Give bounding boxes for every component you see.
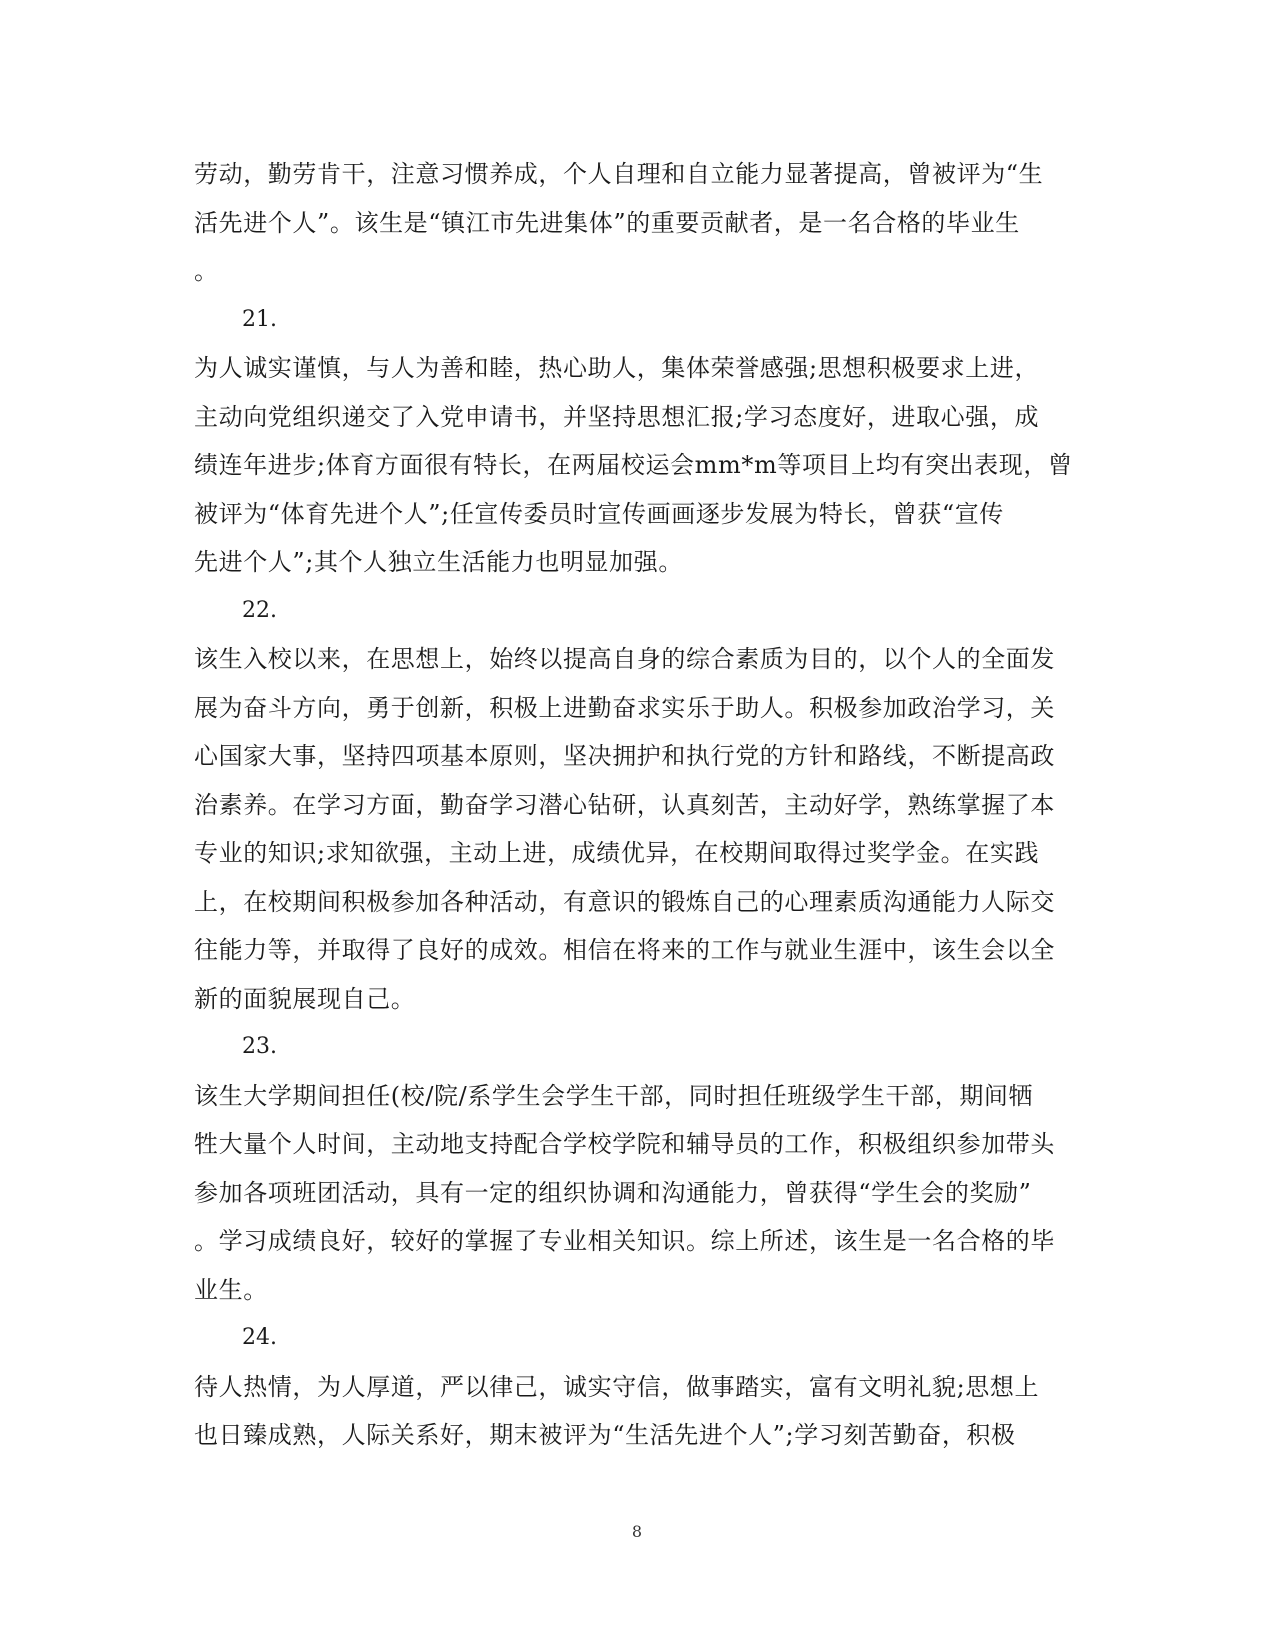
- paragraph-line: 牲大量个人时间，主动地支持配合学校学院和辅导员的工作，积极组织参加带头: [194, 1130, 1055, 1158]
- item-number: 21.: [242, 306, 277, 332]
- paragraph-line: 该生大学期间担任(校/院/系学生会学生干部，同时担任班级学生干部，期间牺: [194, 1081, 1034, 1110]
- paragraph: [194, 1072, 1078, 1315]
- item-number: 24.: [242, 1325, 277, 1350]
- item-number: 23.: [242, 1034, 277, 1059]
- paragraph-line: 为人诚实谨慎，与人为善和睦，热心助人，集体荣誉感强;思想积极要求上进，: [194, 354, 1040, 382]
- paragraph-line: 参加各项班团活动，具有一定的组织协调和沟通能力，曾获得“学生会的奖励”: [194, 1178, 1032, 1207]
- page-number: 8: [631, 1522, 643, 1541]
- paragraph-line: 心国家大事，坚持四项基本原则，坚决拥护和执行党的方针和路线，不断提高政: [194, 742, 1055, 770]
- paragraph-line: 先进个人”;其个人独立生活能力也明显加强。: [194, 548, 683, 576]
- paragraph-line: 劳动，勤劳肯干，注意习惯养成，个人自理和自立能力显著提高，曾被评为“生: [194, 160, 1044, 188]
- paragraph-line: 。学习成绩良好，较好的掌握了专业相关知识。综上所述，该生是一名合格的毕: [194, 1227, 1055, 1255]
- paragraph-line: 专业的知识;求知欲强，主动上进，成绩优异，在校期间取得过奖学金。在实践: [194, 839, 1040, 867]
- paragraph-line: 也日臻成熟，人际关系好，期末被评为“生活先进个人”;学习刻苦勤奋，积极: [194, 1421, 1016, 1449]
- paragraph-line: 主动向党组织递交了入党申请书，并坚持思想汇报;学习态度好，进取心强，成: [194, 402, 1040, 431]
- paragraph-line: 新的面貌展现自己。: [194, 984, 416, 1013]
- document-body: [194, 150, 1078, 1460]
- paragraph-line: 业生。: [194, 1275, 268, 1304]
- paragraph: [194, 344, 1078, 587]
- paragraph-line: 。: [194, 257, 219, 285]
- paragraph-line: 该生入校以来，在思想上，始终以提高自身的综合素质为目的，以个人的全面发: [194, 645, 1055, 673]
- paragraph-line: 绩连年进步;体育方面很有特长，在两届校运会mm*m等项目上均有突出表现，曾: [194, 451, 1073, 479]
- paragraph-line: 活先进个人”。该生是“镇江市先进集体”的重要贡献者，是一名合格的毕业生: [194, 208, 1020, 237]
- paragraph: [194, 635, 1078, 1023]
- paragraph-line: 上，在校期间积极参加各种活动，有意识的锻炼自己的心理素质沟通能力人际交: [194, 887, 1055, 916]
- paragraph-line: 被评为“体育先进个人”;任宣传委员时宣传画画逐步发展为特长，曾获“宣传: [194, 499, 1004, 528]
- paragraph-line: 治素养。在学习方面，勤奋学习潜心钻研，认真刻苦，主动好学，熟练掌握了本: [194, 790, 1055, 819]
- paragraph-line: 待人热情，为人厚道，严以律己，诚实守信，做事踏实，富有文明礼貌;思想上: [194, 1372, 1040, 1401]
- item-number: 22.: [242, 597, 277, 623]
- paragraph: [194, 150, 1078, 296]
- paragraph-line: 展为奋斗方向，勇于创新，积极上进勤奋求实乐于助人。积极参加政治学习，关: [194, 693, 1055, 722]
- paragraph-line: 往能力等，并取得了良好的成效。相信在将来的工作与就业生涯中，该生会以全: [194, 936, 1055, 964]
- paragraph: [194, 1363, 1078, 1460]
